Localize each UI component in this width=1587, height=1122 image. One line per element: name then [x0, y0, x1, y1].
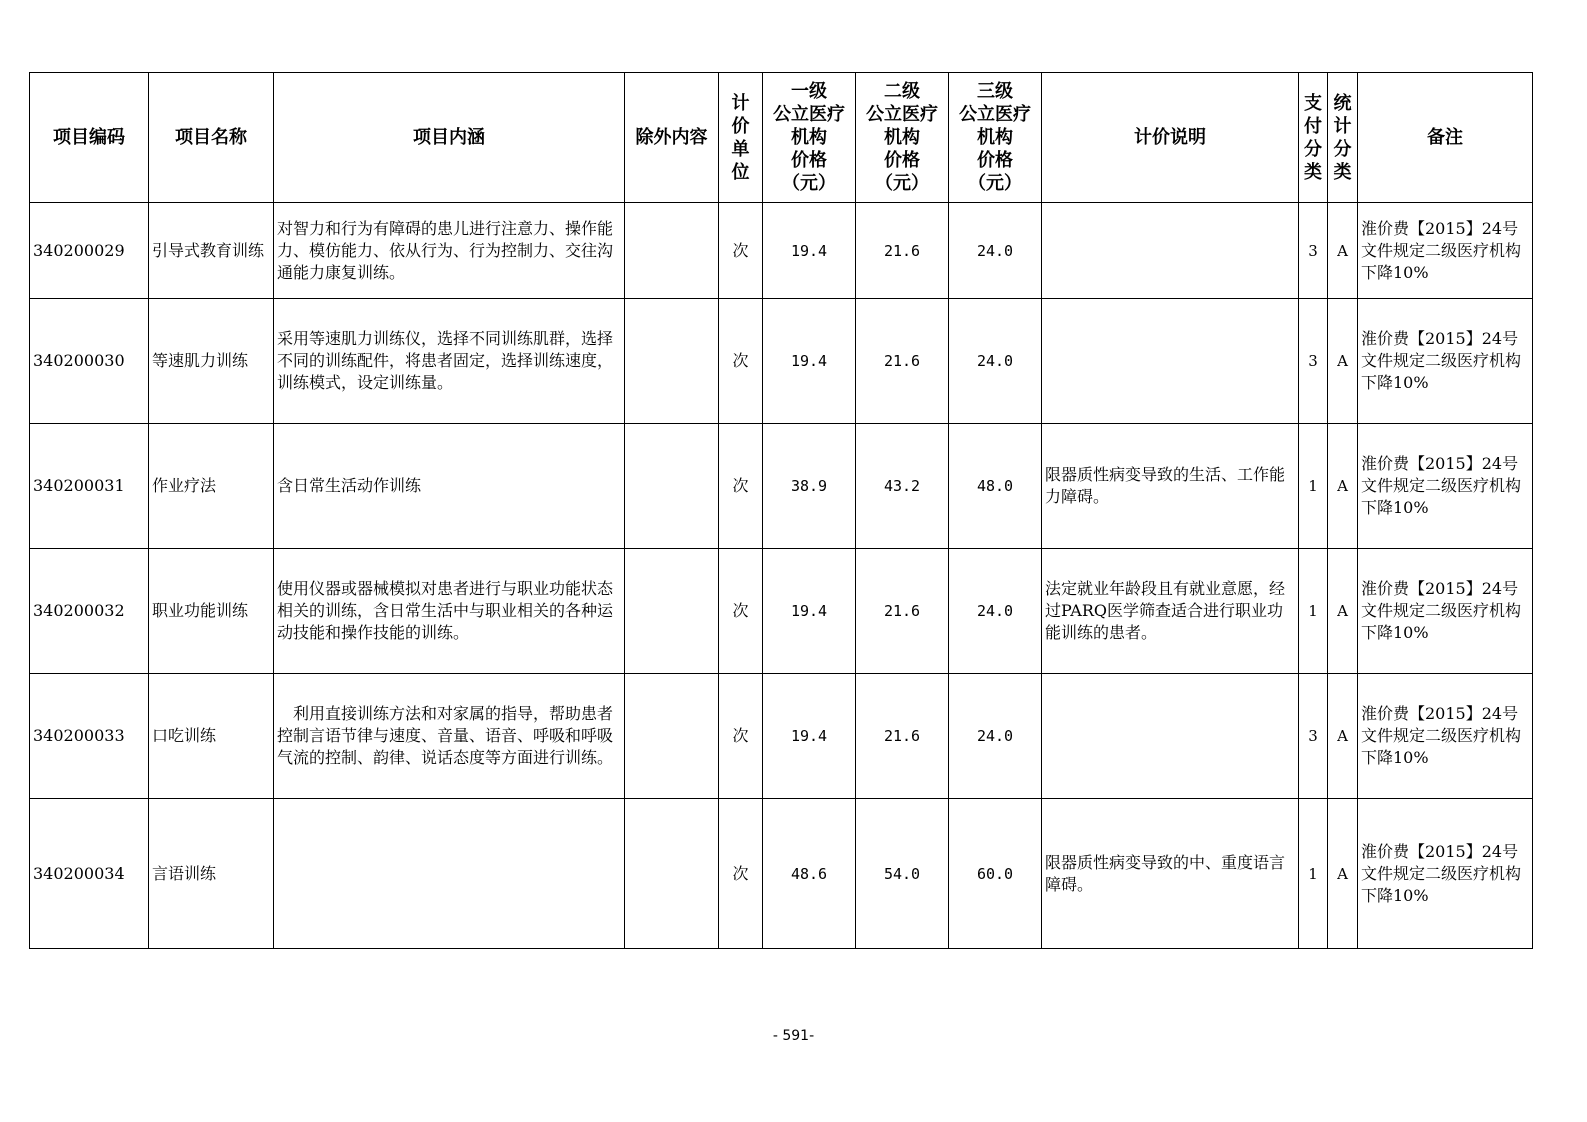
header-stat-class: 统 计 分 类: [1328, 73, 1358, 203]
item-stat-class: A: [1328, 674, 1358, 799]
table-row: [30, 299, 1533, 424]
table-row: [30, 203, 1533, 299]
item-code: 340200030: [30, 299, 149, 424]
item-pay-class: 1: [1299, 424, 1328, 549]
item-stat-class: A: [1328, 203, 1358, 299]
item-remark: 淮价费【2015】24号文件规定二级医疗机构下降10%: [1358, 799, 1533, 949]
item-name: 作业疗法: [149, 424, 274, 549]
item-unit: 次: [719, 424, 763, 549]
item-content: 对智力和行为有障碍的患儿进行注意力、操作能力、模仿能力、依从行为、行为控制力、交往沟通能力康复训练。: [274, 203, 625, 299]
header-pay-class: 支 付 分 类: [1299, 73, 1328, 203]
item-excluded: [625, 299, 719, 424]
item-code: 340200032: [30, 549, 149, 674]
header-price3: 三级 公立医疗 机构 价格 （元）: [949, 73, 1042, 203]
item-stat-class: A: [1328, 424, 1358, 549]
item-stat-class: A: [1328, 799, 1358, 949]
item-excluded: [625, 203, 719, 299]
item-price-level3: 24.0: [949, 549, 1042, 674]
header-content: 项目内涵: [274, 73, 625, 203]
item-price-level2: 21.6: [856, 549, 949, 674]
item-price-level3: 60.0: [949, 799, 1042, 949]
item-code: 340200033: [30, 674, 149, 799]
item-price-level2: 21.6: [856, 674, 949, 799]
item-price-level1: 48.6: [763, 799, 856, 949]
item-excluded: [625, 424, 719, 549]
item-pay-class: 3: [1299, 674, 1328, 799]
item-pricing-note: [1042, 674, 1299, 799]
item-pay-class: 3: [1299, 299, 1328, 424]
item-name: 言语训练: [149, 799, 274, 949]
item-unit: 次: [719, 203, 763, 299]
item-pay-class: 1: [1299, 549, 1328, 674]
item-pricing-note: 限器质性病变导致的生活、工作能力障碍。: [1042, 424, 1299, 549]
item-price-level3: 48.0: [949, 424, 1042, 549]
item-unit: 次: [719, 799, 763, 949]
item-remark: 淮价费【2015】24号文件规定二级医疗机构下降10%: [1358, 424, 1533, 549]
header-note: 计价说明: [1042, 73, 1299, 203]
item-excluded: [625, 674, 719, 799]
item-price-level2: 21.6: [856, 203, 949, 299]
header-price1: 一级 公立医疗 机构 价格 （元）: [763, 73, 856, 203]
header-row: [30, 73, 1533, 203]
item-unit: 次: [719, 549, 763, 674]
item-name: 口吃训练: [149, 674, 274, 799]
header-code: 项目编码: [30, 73, 149, 203]
item-price-level1: 19.4: [763, 203, 856, 299]
item-price-level2: 54.0: [856, 799, 949, 949]
item-price-level1: 38.9: [763, 424, 856, 549]
item-price-level2: 21.6: [856, 299, 949, 424]
table-row: [30, 424, 1533, 549]
item-stat-class: A: [1328, 549, 1358, 674]
item-pricing-note: 限器质性病变导致的中、重度语言障碍。: [1042, 799, 1299, 949]
table-row: [30, 674, 1533, 799]
item-pricing-note: [1042, 299, 1299, 424]
price-table: [29, 72, 1533, 949]
item-excluded: [625, 549, 719, 674]
item-unit: 次: [719, 299, 763, 424]
item-remark: 淮价费【2015】24号文件规定二级医疗机构下降10%: [1358, 203, 1533, 299]
item-remark: 淮价费【2015】24号文件规定二级医疗机构下降10%: [1358, 549, 1533, 674]
item-name: 引导式教育训练: [149, 203, 274, 299]
table-row: [30, 799, 1533, 949]
item-stat-class: A: [1328, 299, 1358, 424]
item-content: 利用直接训练方法和对家属的指导，帮助患者控制言语节律与速度、音量、语音、呼吸和呼吸气流的控制、韵律、说话态度等方面进行训练。: [274, 674, 625, 799]
item-unit: 次: [719, 674, 763, 799]
item-price-level1: 19.4: [763, 299, 856, 424]
item-price-level3: 24.0: [949, 674, 1042, 799]
item-pay-class: 3: [1299, 203, 1328, 299]
item-pricing-note: 法定就业年龄段且有就业意愿，经过PARQ医学筛查适合进行职业功能训练的患者。: [1042, 549, 1299, 674]
item-price-level1: 19.4: [763, 674, 856, 799]
item-code: 340200031: [30, 424, 149, 549]
item-price-level1: 19.4: [763, 549, 856, 674]
header-name: 项目名称: [149, 73, 274, 203]
item-price-level3: 24.0: [949, 203, 1042, 299]
header-unit: 计 价 单 位: [719, 73, 763, 203]
header-excluded: 除外内容: [625, 73, 719, 203]
item-code: 340200029: [30, 203, 149, 299]
item-price-level2: 43.2: [856, 424, 949, 549]
item-excluded: [625, 799, 719, 949]
item-name: 职业功能训练: [149, 549, 274, 674]
item-code: 340200034: [30, 799, 149, 949]
item-remark: 淮价费【2015】24号文件规定二级医疗机构下降10%: [1358, 299, 1533, 424]
item-remark: 淮价费【2015】24号文件规定二级医疗机构下降10%: [1358, 674, 1533, 799]
header-remark: 备注: [1358, 73, 1533, 203]
item-name: 等速肌力训练: [149, 299, 274, 424]
item-pay-class: 1: [1299, 799, 1328, 949]
page-number: - 591-: [772, 1028, 815, 1044]
item-pricing-note: [1042, 203, 1299, 299]
item-content: 采用等速肌力训练仪，选择不同训练肌群，选择不同的训练配件，将患者固定，选择训练速度，训练模式，设定训练量。: [274, 299, 625, 424]
item-price-level3: 24.0: [949, 299, 1042, 424]
item-content: 含日常生活动作训练: [274, 424, 625, 549]
header-price2: 二级 公立医疗 机构 价格 （元）: [856, 73, 949, 203]
item-content: 使用仪器或器械模拟对患者进行与职业功能状态相关的训练，含日常生活中与职业相关的各种运动技能和操作技能的训练。: [274, 549, 625, 674]
item-content: [274, 799, 625, 949]
table-row: [30, 549, 1533, 674]
